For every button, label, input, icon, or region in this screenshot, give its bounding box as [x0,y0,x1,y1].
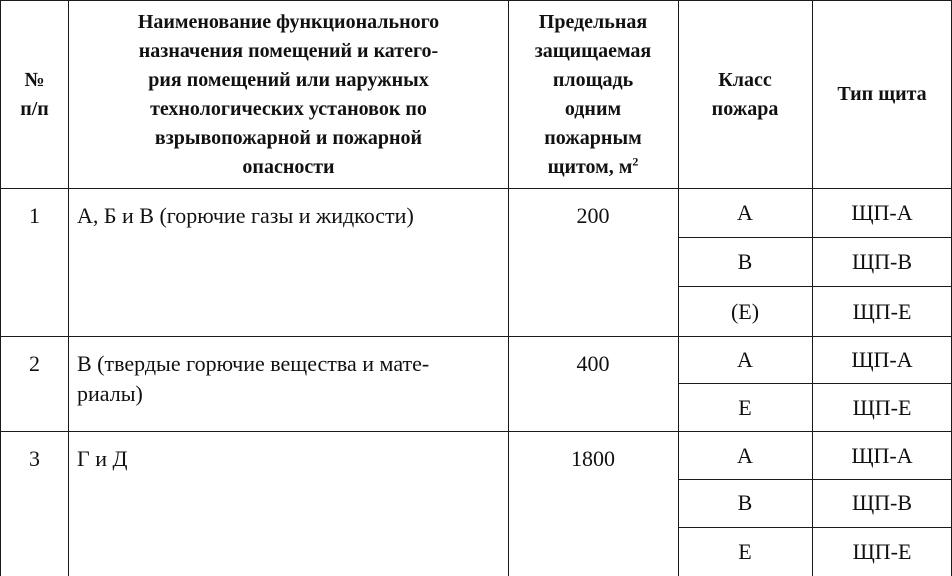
grid-hline [678,237,952,238]
grid-hline [678,286,952,287]
header-name: Наименование функционального назначения помещений и катего- рия помещений или наружных технологических установок по взрывопожарной и пожарной опасности [137,10,440,178]
row-3-type-2: ЩП-В [851,490,913,515]
grid-hline [0,431,952,432]
row-2-type-2: ЩП-Е [852,394,912,420]
grid-vline [812,0,813,576]
grid-hline [0,336,952,337]
row-3-class-3: Е [738,538,752,564]
grid-hline [0,188,952,189]
grid-hline [678,383,952,384]
row-1-type-1: ЩП-А [851,200,913,225]
row-2-type-1: ЩП-А [851,347,913,372]
grid-vline [68,0,69,576]
row-2-class-1: А [737,347,753,372]
row-1-name: А, Б и В (горючие газы и жидкости) [77,203,414,228]
row-3-num: 3 [29,446,40,471]
row-3-type-1: ЩП-А [851,442,913,468]
header-area [508,0,678,189]
header-fire-class: Класс пожара [711,68,779,120]
header-shield-type: Тип щита [837,83,927,105]
header-area-sup: 2 [632,153,639,168]
row-1-class-3: (Е) [730,299,760,324]
header-num: № п/п [20,68,49,120]
grid-hline [0,0,952,1]
row-2-area: 400 [576,351,610,376]
row-2-name: В (твердые горючие вещества и мате- риалы) [77,351,430,406]
row-2-num: 2 [29,351,40,376]
row-1-num: 1 [29,203,40,228]
row-1-area: 200 [576,203,610,228]
row-3-type-3: ЩП-Е [852,538,912,564]
row-1-type-3: ЩП-Е [852,299,912,324]
row-3-class-1: А [737,442,753,468]
row-3-name: Г и Д [77,446,128,471]
grid-vline [0,0,1,576]
row-1-class-1: А [737,200,753,225]
grid-vline [508,0,509,576]
row-1-type-2: ЩП-В [851,249,913,274]
row-1-class-2: В [737,249,753,274]
grid-vline [678,0,679,576]
grid-hline [678,527,952,528]
row-3-class-2: В [737,490,753,515]
header-area-text: Предельная защищаемая площадь одним пожарным щитом, м [534,10,652,178]
grid-hline [678,479,952,480]
row-3-area: 1800 [571,446,615,471]
row-2-class-2: Е [738,394,752,420]
